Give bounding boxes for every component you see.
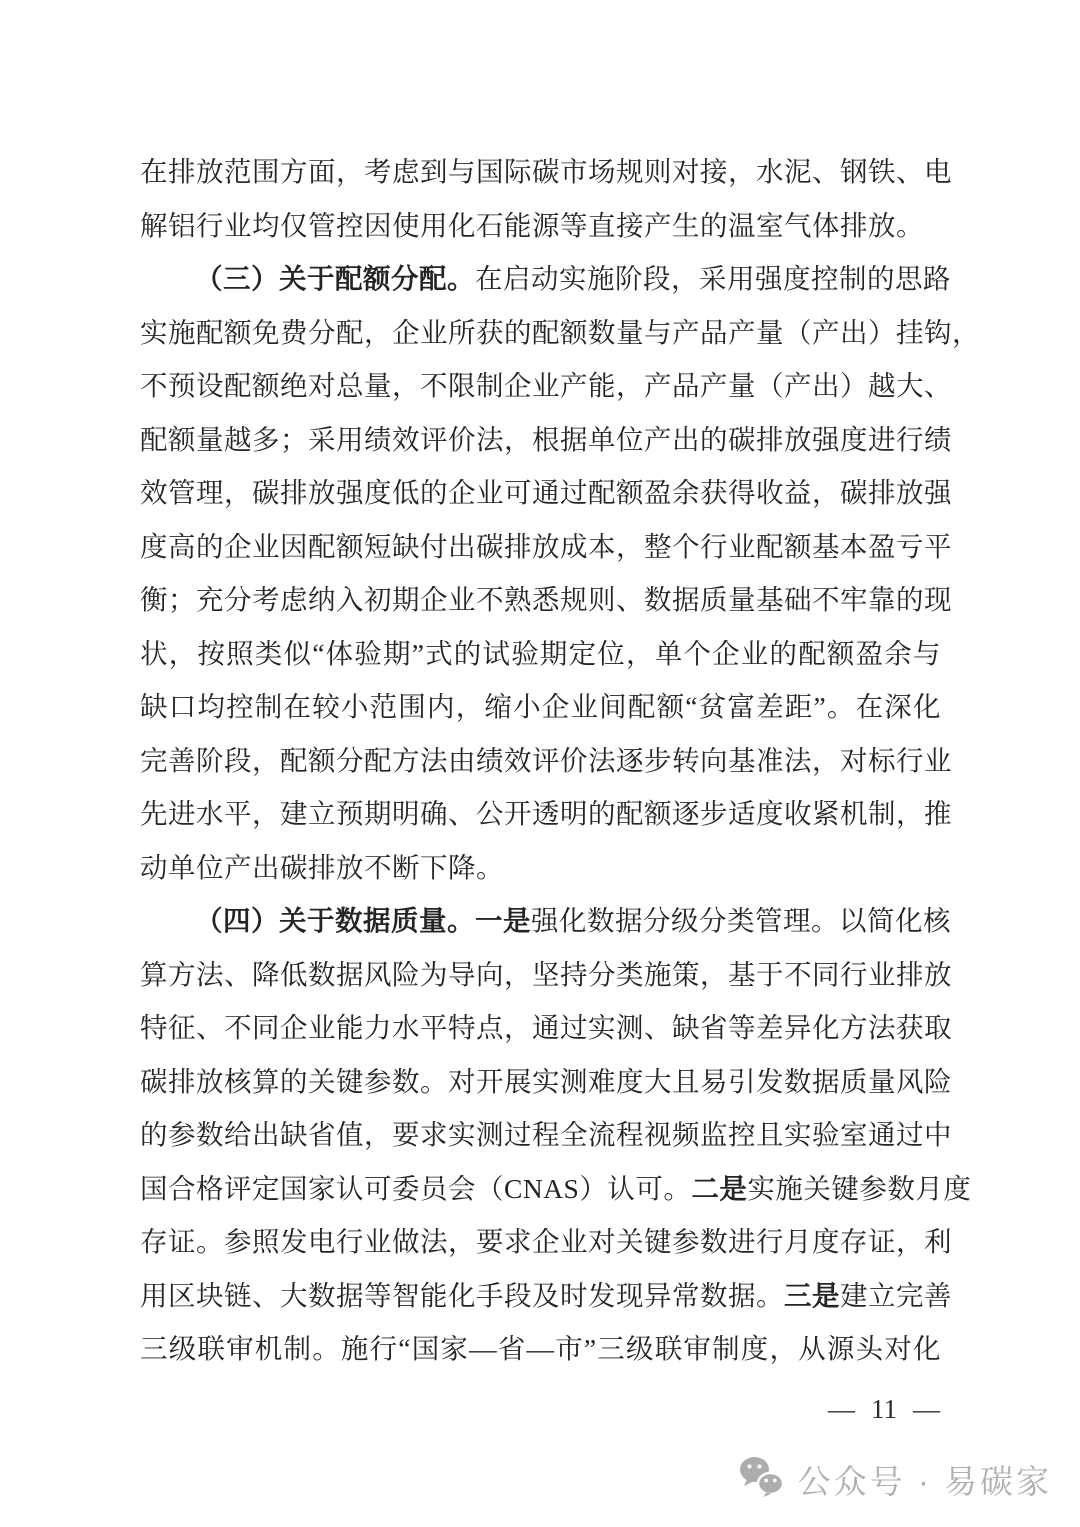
text-run: 实施配额免费分配，企业所获的配额数量与产品产量（产出）挂钩，	[140, 316, 980, 348]
text-line	[140, 199, 941, 253]
text-run: 在排放范围方面，考虑到与国际碳市场规则对接，水泥、钢铁、电	[140, 156, 952, 187]
text-run: 度高的企业因配额短缺付出碳排放成本，整个行业配额基本盈亏平	[140, 530, 952, 562]
text-run: 碳排放核算的关键参数。对开展实测难度大且易引发数据质量风险	[140, 1065, 952, 1097]
text-run: 不预设配额绝对总量，不限制企业产能，产品产量（产出）越大、	[140, 370, 952, 401]
text-line	[140, 627, 941, 681]
text-line	[140, 145, 952, 199]
text-line	[140, 1055, 952, 1109]
text-line	[140, 1322, 941, 1376]
text-line	[140, 252, 951, 306]
text-run: 用区块链、大数据等智能化手段及时发现异常数据。	[140, 1279, 784, 1311]
text-run: 状，按照类似“体验期”式的试验期定位，单个企业的配额盈余与	[140, 637, 941, 669]
text-run: 特征、不同企业能力水平特点，通过实测、缺省等差异化方法获取	[140, 1012, 952, 1043]
text-line	[140, 894, 951, 948]
text-run: 效管理，碳排放强度低的企业可通过配额盈余获得收益，碳排放强	[140, 477, 952, 508]
text-line	[140, 1269, 952, 1323]
document-body	[140, 145, 980, 1376]
text-line	[140, 413, 952, 467]
text-line	[140, 841, 941, 895]
bold-run: （四）关于数据质量。一是	[195, 905, 531, 936]
text-line	[140, 359, 952, 413]
text-run: 国合格评定国家认可委员会（CNAS）认可。	[140, 1172, 692, 1204]
text-line	[140, 948, 952, 1002]
text-line	[140, 1001, 952, 1055]
bold-run: 二是	[691, 1172, 748, 1204]
text-run: 衡；充分考虑纳入初期企业不熟悉规则、数据质量基础不牢靠的现	[140, 584, 952, 615]
text-line	[140, 1162, 972, 1216]
page-footer	[828, 1394, 940, 1425]
text-run: 解铝行业均仅管控因使用化石能源等直接产生的温室气体排放。	[140, 209, 924, 241]
footer-dash-right: —	[913, 1394, 940, 1424]
text-run: 在启动实施阶段，采用强度控制的思路	[475, 263, 951, 294]
text-run: 强化数据分级分类管理。以简化核	[531, 905, 951, 936]
text-run: 建立完善	[840, 1279, 952, 1311]
text-run: 存证。参照发电行业做法，要求企业对关键参数进行月度存证，利	[140, 1226, 952, 1257]
wechat-icon	[739, 1456, 785, 1503]
text-run: 算方法、降低数据风险为导向，坚持分类施策，基于不同行业排放	[140, 958, 952, 990]
text-run: 三级联审机制。施行“国家—省—市”三级联审制度，从源头对化	[140, 1333, 941, 1364]
text-line	[140, 520, 952, 574]
text-run: 实施关键参数月度	[747, 1172, 972, 1204]
text-line	[140, 734, 952, 788]
page-number: 11	[871, 1394, 897, 1424]
text-line	[140, 1215, 952, 1269]
text-run: 配额量越多；采用绩效评价法，根据单位产出的碳排放强度进行绩	[140, 423, 952, 455]
watermark	[739, 1456, 1052, 1503]
bold-run: （三）关于配额分配。	[195, 263, 475, 294]
text-line	[140, 680, 941, 734]
text-line	[140, 573, 952, 627]
bold-run: 三是	[784, 1279, 840, 1311]
text-run: 缺口均控制在较小范围内，缩小企业间配额“贫富差距”。在深化	[140, 691, 941, 722]
text-run: 先进水平，建立预期明确、公开透明的配额逐步适度收紧机制，推	[140, 798, 952, 829]
footer-dash-left: —	[828, 1394, 855, 1424]
text-run: 动单位产出碳排放不断下降。	[140, 851, 504, 883]
text-run: 的参数给出缺省值，要求实测过程全流程视频监控且实验室通过中	[140, 1119, 952, 1150]
text-line	[140, 1108, 952, 1162]
text-line	[140, 466, 952, 520]
text-line	[140, 306, 980, 360]
watermark-label: 公众号 · 易碳家	[797, 1463, 1052, 1500]
text-line	[140, 787, 952, 841]
text-run: 完善阶段，配额分配方法由绩效评价法逐步转向基准法，对标行业	[140, 744, 952, 776]
